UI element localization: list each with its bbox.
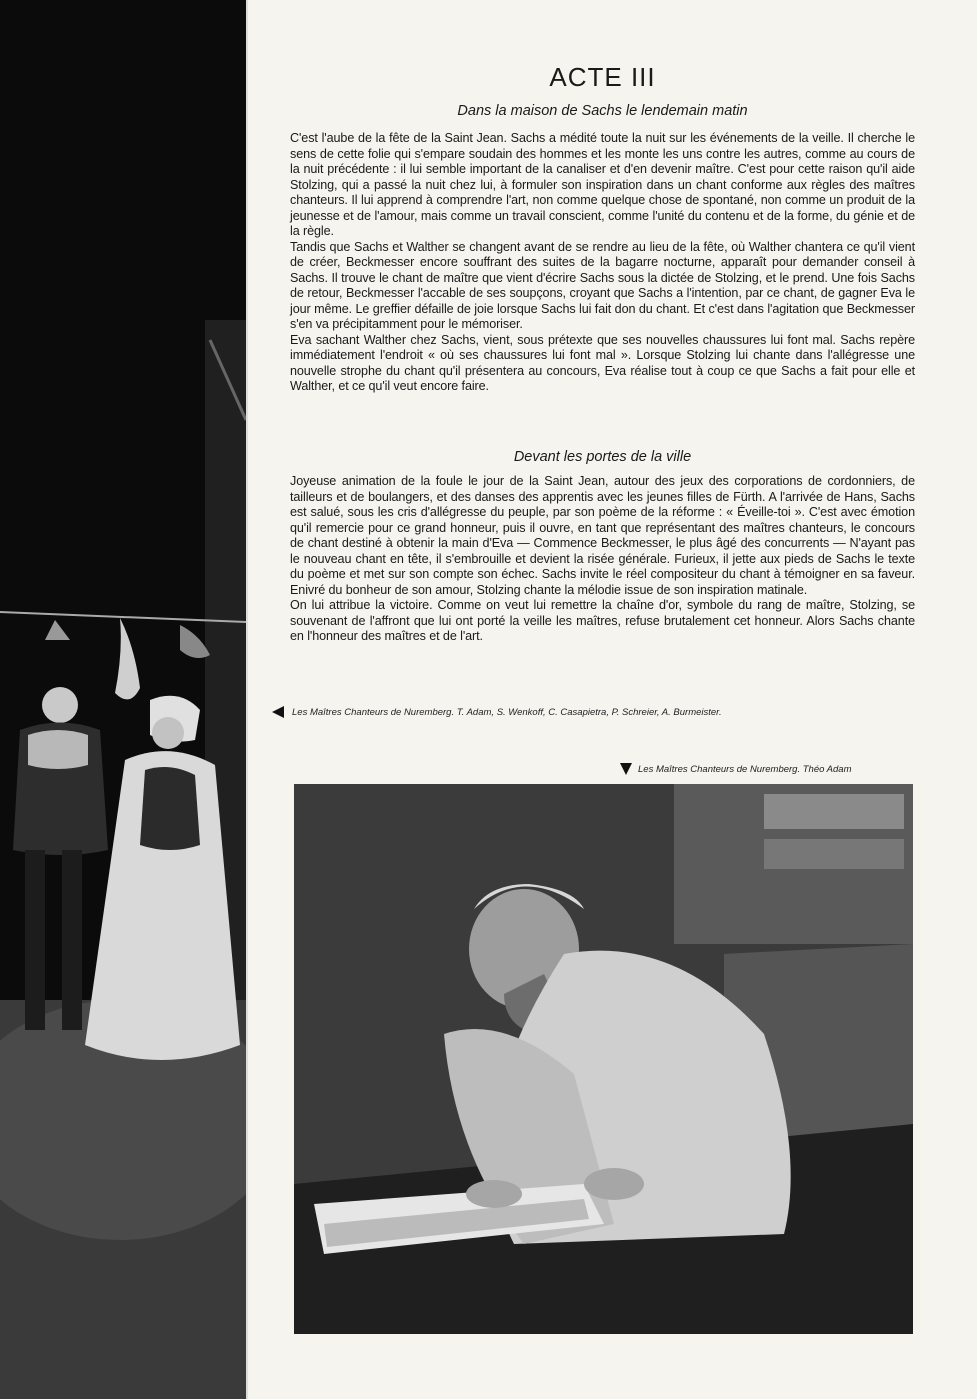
paragraph: C'est l'aube de la fête de la Saint Jean. Sachs a médité toute la nuit sur les événements de la veille. Il cherche le sens de cette folie qui s'empare soudain des hommes et les monte les uns contre les autres, comme au cours de la nuit précédente : il lui semble important de la canaliser et d'en devenir maître. C'est pour cette raison qu'il aide Stolzing, qui a passé la nuit chez lui, à formuler son inspiration dans un chant conforme aux règles des maîtres chanteurs. Il lui apprend à comprendre l'art, non comme quelque chose de spontané, non comme un produit de la jeunesse et de l'amour, mais comme un travail conscient, comme l'unité du contenu et de la forme, du génie et de la règle. bbox=[290, 131, 915, 238]
triangle-down-icon bbox=[620, 763, 632, 775]
stage-photo-illustration bbox=[0, 0, 246, 1399]
paragraph: Joyeuse animation de la foule le jour de la Saint Jean, autour des jeux des corporations de cordonniers, de tailleurs et de boulangers, et des danses des apprentis avec les jeunes filles de Fürth. A l'arrivée de Hans, Sachs est salué, sous les cris d'allégresse du peuple, par son poème de la réforme : « Éveille-toi ». C'est avec émotion qu'il remercie pour ce grand honneur, puis il ouvre, en tant que représentant des maîtres chanteurs, le concours de chant destiné à obtenir la main d'Eva — Commence Beckmesser, le plus âgé des concurrents — N'ayant pas le nouveau chant en tête, il s'embrouille et devient la risée générale. Furieux, il jette aux pieds de Sachs le texte du poème et met sur son compte son échec. Sachs invite le réel compositeur du chant à témoigner en sa faveur. Enivré du bonheur de son amour, Stolzing chante la mélodie issue de son inspiration matinale. bbox=[290, 474, 915, 597]
photo-theo-adam bbox=[294, 784, 913, 1334]
page-title: ACTE III bbox=[549, 62, 656, 92]
caption-left-photo bbox=[272, 706, 872, 718]
caption-text: Les Maîtres Chanteurs de Nuremberg. Théo Adam bbox=[638, 763, 852, 775]
paragraph: Eva sachant Walther chez Sachs, vient, sous prétexte que ses nouvelles chaussures lui font mal. Sachs repère immédiatement l'endroit « où ses chaussures lui font mal ». Lorsque Stolzing lui chante dans l'allégresse une nouvelle strophe du chant qu'il présentera au concours, Eva réalise tout à coup ce que Sachs a fait pour elle et Walther, et ce qu'il veut encore faire. bbox=[290, 332, 915, 393]
column-divider bbox=[246, 0, 248, 1399]
caption-text: Les Maîtres Chanteurs de Nuremberg. T. Adam, S. Wenkoff, C. Casapietra, P. Schreier, A. Burmeister. bbox=[292, 706, 722, 718]
section-heading-morning: Dans la maison de Sachs le lendemain matin bbox=[457, 103, 748, 119]
triangle-left-icon bbox=[272, 706, 284, 718]
section-heading-city-gates: Devant les portes de la ville bbox=[513, 449, 692, 465]
paragraph: On lui attribue la victoire. Comme on veut lui remettre la chaîne d'or, symbole du rang de maître, Stolzing, se souvenant de l'affront que lui ont porté la veille les maîtres, refuse brutalement cet honneur. Alors Sachs chante en l'honneur des maîtres et de l'art. bbox=[290, 598, 915, 643]
section-body-morning bbox=[290, 131, 915, 395]
section-body-city-gates bbox=[290, 474, 915, 645]
photo-illustration bbox=[294, 784, 913, 1334]
paragraph: Tandis que Sachs et Walther se changent avant de se rendre au lieu de la fête, où Walther chantera ce qu'il vient de créer, Beckmesser encore souffrant des suites de la bagarre nocturne, apparaît pour demander conseil à Sachs. Il trouve le chant de maître que vient d'écrire Sachs sous la dictée de Stolzing, et le prend. Une fois Sachs de retour, Beckmesser l'accable de ses soupçons, croyant que Sachs a l'intention, par ce chant, de gagner Eva le jour même. Le greffier défaille de joie lorsque Sachs lui fait don du chant. Et c'est dans l'agitation que Beckmesser s'en va précipitamment pour le mémoriser. bbox=[290, 239, 915, 331]
stage-photo-left bbox=[0, 0, 246, 1399]
caption-main-photo bbox=[620, 763, 920, 775]
